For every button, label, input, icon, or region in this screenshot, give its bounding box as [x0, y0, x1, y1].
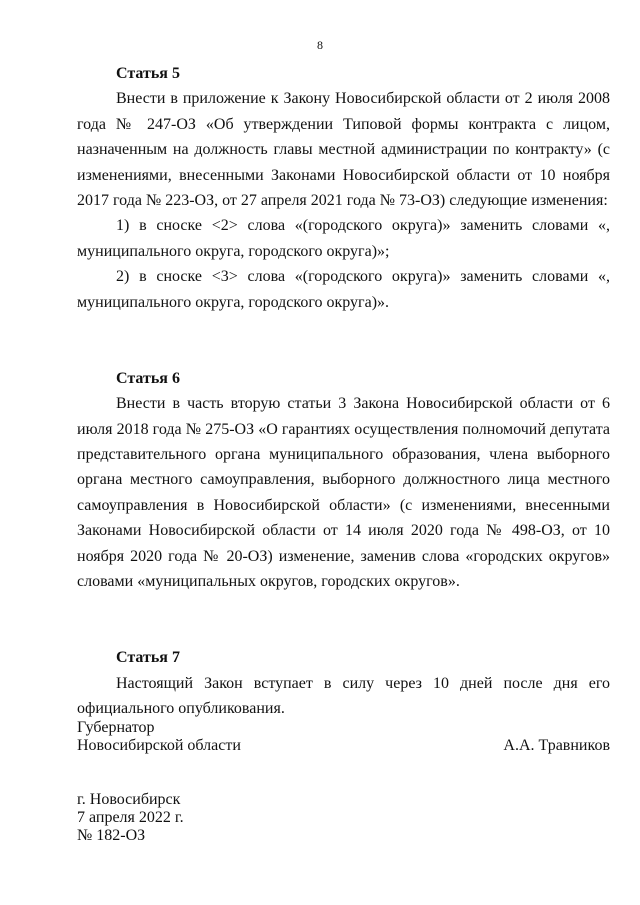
- signature-row: [77, 737, 610, 755]
- article-paragraph: 2) в сноске <3> слова «(городского округа)» заменить словами «, муниципального округа, городского округа)».: [77, 268, 610, 311]
- article-paragraph: Настоящий Закон вступает в силу через 10 дней после дня его официального опубликования.: [77, 674, 610, 718]
- signer-title-line2: Новосибирской области: [77, 737, 241, 754]
- article-paragraph: 1) в сноске <2> слова «(городского округа)» заменить словами «, муниципального округа, городского округа)»;: [77, 217, 610, 260]
- place-city: г. Новосибирск: [77, 791, 181, 808]
- document-body: [77, 61, 610, 722]
- section-spacer: [77, 595, 610, 620]
- article-paragraph: Внести в часть вторую статьи 3 Закона Новосибирской области от 6 июля 2018 года № 275-ОЗ «О гарантиях осуществления полномочий депутата представительного органа муниципального образования, члена выборного органа местного самоуправления, выборного должностного лица местного самоуправления в Новосибирской области» (с изменениями, внесенными Законами Новосибирской области от 14 июля 2020 года № 498-ОЗ, от 10 ноября 2020 года № 20-ОЗ) изменение, заменив слова «городских округов» словами «муниципальных округов, городских округов».: [77, 395, 610, 591]
- article-paragraph: Внести в приложение к Закону Новосибирской области от 2 июля 2008 года № 247-ОЗ «Об утверждении Типовой формы контракта с лицом, назначенным на должность главы местной администрации по контракту» (с изменениями, внесенными Законами Новосибирской области от 10 ноября 2017 года № 223-ОЗ, от 27 апреля 2021 года № 73-ОЗ) следующие изменения:: [77, 90, 610, 210]
- law-number: № 182-ОЗ: [77, 827, 146, 844]
- section-spacer: [77, 620, 610, 645]
- article-heading: Статья 5: [116, 65, 180, 82]
- place-date-block: [77, 791, 610, 845]
- section-spacer: [77, 340, 610, 365]
- article-6: [77, 366, 610, 595]
- law-date: 7 апреля 2022 г.: [77, 809, 184, 826]
- signer-title-line1: Губернатор: [77, 719, 155, 736]
- article-heading: Статья 6: [116, 369, 180, 387]
- article-heading: Статья 7: [116, 649, 180, 667]
- article-7: [77, 645, 610, 721]
- section-spacer: [77, 315, 610, 340]
- page-number: 8: [317, 38, 323, 52]
- signer-name: А.А. Травников: [503, 737, 610, 754]
- signature-block: [77, 719, 610, 755]
- article-5: [77, 61, 610, 315]
